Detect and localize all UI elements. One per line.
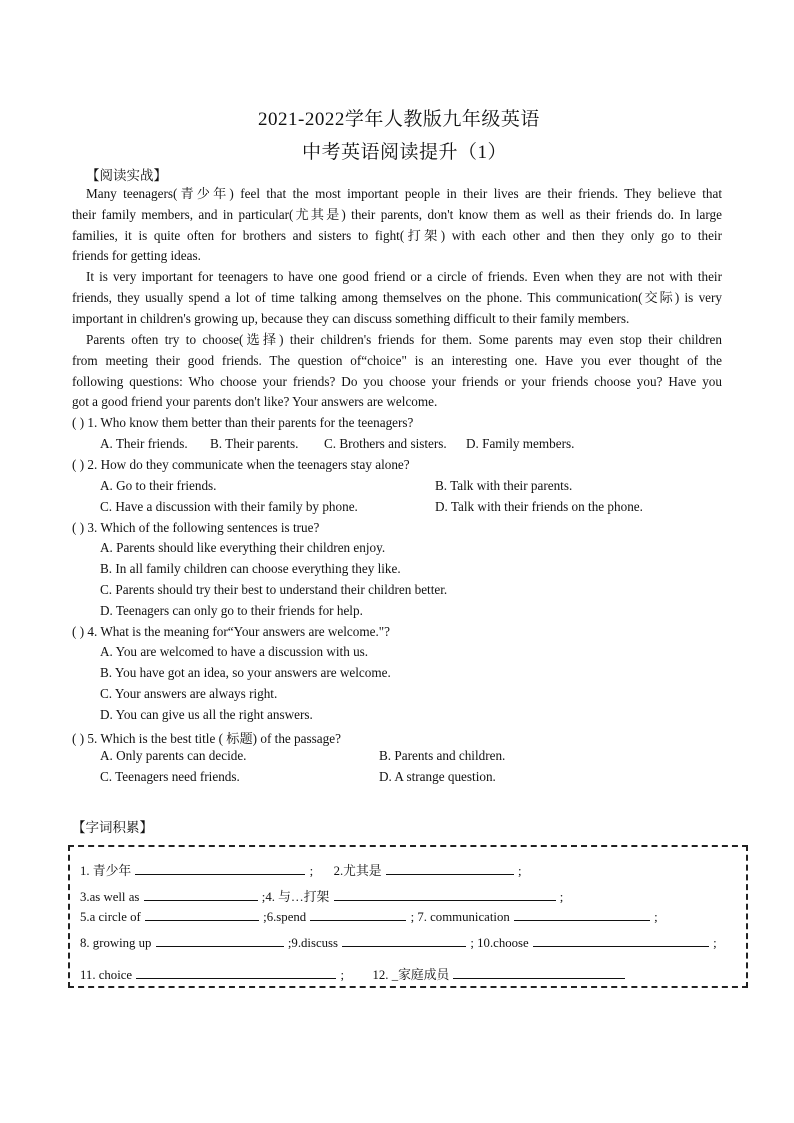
question-2-option-a: A. Go to their friends. xyxy=(100,478,217,493)
question-4-option-d: D. You can give us all the right answers. xyxy=(100,707,313,722)
question-5-option-b: B. Parents and children. xyxy=(379,748,506,763)
reading-section-heading: 【阅读实战】 xyxy=(86,168,167,183)
separator: ; xyxy=(517,864,522,878)
answer-blank[interactable] xyxy=(145,907,259,921)
question-4-option-c: C. Your answers are always right. xyxy=(100,686,278,701)
vocab-row-2 xyxy=(80,886,563,905)
answer-blank[interactable] xyxy=(310,907,406,921)
question-5-stem: ( ) 5. Which is the best title ( 标题) of the passage? xyxy=(72,731,341,746)
question-1-option-d: D. Family members. xyxy=(466,436,575,451)
separator: ; xyxy=(309,864,314,878)
question-3-stem: ( ) 3. Which of the following sentences is true? xyxy=(72,520,320,535)
answer-blank[interactable] xyxy=(386,861,514,875)
passage-line: following questions: Who choose your friends? Do you choose your friends or your friends choose you? Have you xyxy=(72,373,722,389)
vocab-item-choice: 11. choice xyxy=(80,968,133,982)
question-1-option-b: B. Their parents. xyxy=(210,436,299,451)
separator: ; xyxy=(713,936,717,950)
question-4-stem: ( ) 4. What is the meaning for“Your answers are welcome."? xyxy=(72,624,390,639)
question-1-option-c: C. Brothers and sisters. xyxy=(324,436,447,451)
question-2-option-b: B. Talk with their parents. xyxy=(435,478,573,493)
vocab-item-teenager: 1. 青少年 xyxy=(80,864,132,878)
vocab-item-communication: ; 7. communication xyxy=(410,910,510,924)
question-2-option-d: D. Talk with their friends on the phone. xyxy=(435,499,643,514)
vocab-row-5 xyxy=(80,964,626,983)
answer-blank[interactable] xyxy=(135,861,305,875)
vocab-item-a-circle-of: 5.a circle of xyxy=(80,910,141,924)
vocab-row-1 xyxy=(80,860,522,879)
answer-blank[interactable] xyxy=(156,933,284,947)
answer-blank[interactable] xyxy=(144,887,258,901)
passage-line: Parents often try to choose(选择) their children's friends for them. Some parents may even stop their children xyxy=(86,332,722,347)
vocab-item-in-particular: 2.尤其是 xyxy=(333,864,382,878)
passage-line: It is very important for teenagers to have one good friend or a circle of friends. Even when they are not with their xyxy=(86,269,722,284)
question-2-stem: ( ) 2. How do they communicate when the teenagers stay alone? xyxy=(72,457,410,472)
answer-blank[interactable] xyxy=(136,965,336,979)
separator: ; xyxy=(654,910,658,924)
question-4-option-b: B. You have got an idea, so your answers are welcome. xyxy=(100,665,391,680)
passage-paragraph-1 xyxy=(72,184,722,267)
question-5-option-c: C. Teenagers need friends. xyxy=(100,769,240,784)
answer-blank[interactable] xyxy=(533,933,709,947)
passage-paragraph-3 xyxy=(72,330,722,413)
vocab-section-heading: 【字词积累】 xyxy=(72,820,153,835)
vocab-item-discuss: ;9.discuss xyxy=(287,936,338,950)
passage-line: families, it is quite often for brothers and sisters to fight(打架) with each other and then they only go to their xyxy=(72,227,722,243)
passage-line: friends for getting ideas. xyxy=(72,248,201,264)
question-1-stem: ( ) 1. Who know them better than their parents for the teenagers? xyxy=(72,415,414,430)
page-title-line2: 中考英语阅读提升（1） xyxy=(302,142,508,163)
passage-line: got a good friend your parents don't like? Your answers are welcome. xyxy=(72,394,438,410)
passage-line: their family members, and in particular(尤其是) their parents, don't know them as well as their friends do. In large xyxy=(72,206,722,222)
vocab-item-spend: ;6.spend xyxy=(263,910,307,924)
vocab-item-family-members: 12. _家庭成员 xyxy=(372,968,450,982)
answer-blank[interactable] xyxy=(453,965,625,979)
passage-line: from meeting their good friends. The question of“choice" is an interesting one. Have you ever thought of the xyxy=(72,352,722,368)
answer-blank[interactable] xyxy=(334,887,556,901)
vocab-item-growing-up: 8. growing up xyxy=(80,936,152,950)
question-4-option-a: A. You are welcomed to have a discussion with us. xyxy=(100,644,369,659)
vocab-item-choose: ; 10.choose xyxy=(470,936,529,950)
passage-line: friends, they usually spend a lot of time talking among themselves on the phone. This communication(交际) is very xyxy=(72,289,722,305)
page-title-line1: 2021-2022学年人教版九年级英语 xyxy=(258,109,540,130)
passage-line: important in children's growing up, because they can discuss something difficult to their family members. xyxy=(72,310,630,326)
answer-blank[interactable] xyxy=(514,907,650,921)
answer-blank[interactable] xyxy=(342,933,466,947)
question-3-option-c: C. Parents should try their best to understand their children better. xyxy=(100,582,448,597)
vocab-item-as-well-as: 3.as well as xyxy=(80,890,140,904)
question-3-option-d: D. Teenagers can only go to their friends for help. xyxy=(100,603,363,618)
question-5-option-a: A. Only parents can decide. xyxy=(100,748,247,763)
question-2-option-c: C. Have a discussion with their family by phone. xyxy=(100,499,358,514)
vocab-item-fight-with: ;4. 与…打架 xyxy=(261,890,330,904)
question-3-option-b: B. In all family children can choose everything they like. xyxy=(100,561,401,576)
passage-paragraph-2 xyxy=(72,267,722,329)
vocab-row-4 xyxy=(80,933,717,951)
passage-line: Many teenagers(青少年) feel that the most important people in their lives are their friends. They believe that xyxy=(86,186,722,201)
separator: ; xyxy=(340,968,345,982)
question-3-option-a: A. Parents should like everything their children enjoy. xyxy=(100,540,386,555)
separator: ; xyxy=(559,890,564,904)
question-1-option-a: A. Their friends. xyxy=(100,436,188,451)
vocab-row-3 xyxy=(80,907,658,925)
question-5-option-d: D. A strange question. xyxy=(379,769,496,784)
